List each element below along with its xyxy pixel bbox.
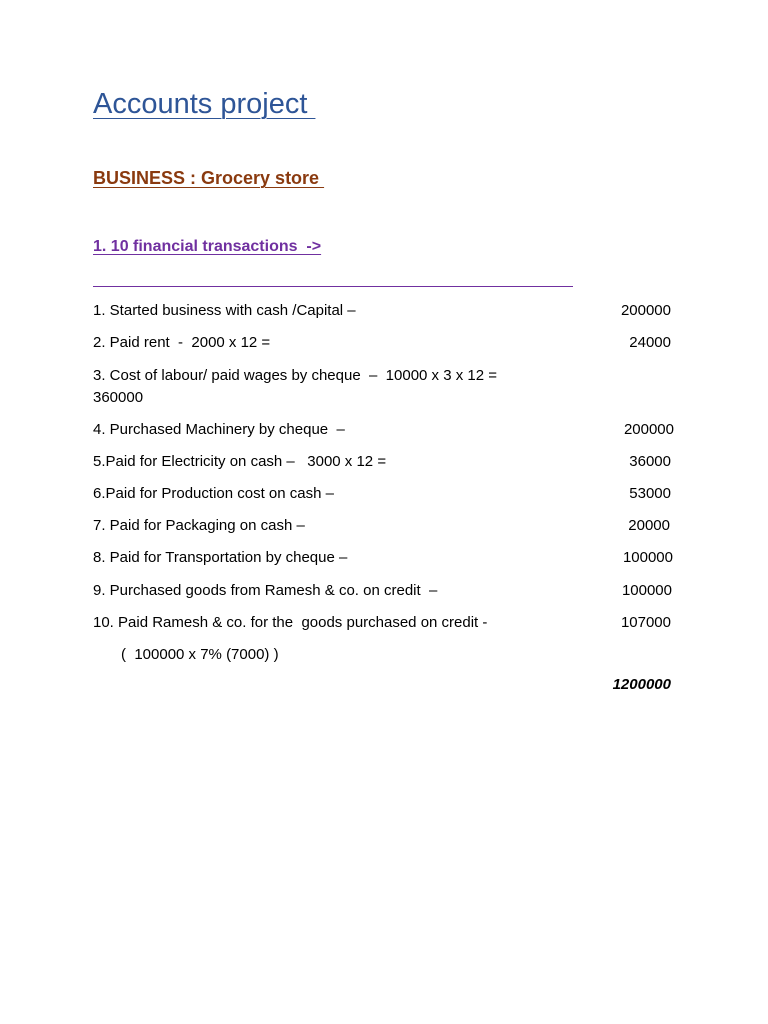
transaction-description: 7. Paid for Packaging on cash –: [93, 517, 305, 534]
transaction-description-continuation: 360000: [93, 389, 144, 406]
transaction-amount: 200000: [620, 302, 671, 319]
transaction-description: 1. Started business with cash /Capital –: [93, 302, 356, 319]
transaction-row: [93, 365, 683, 407]
transaction-description: 8. Paid for Transportation by cheque –: [93, 549, 348, 566]
transaction-amount: 107000: [620, 614, 671, 631]
transaction-amount: 36000: [629, 453, 671, 470]
total-amount: 1200000: [612, 676, 671, 693]
business-heading: BUSINESS : Grocery store: [93, 168, 325, 188]
transaction-description: 10. Paid Ramesh & co. for the goods purchased on credit -: [93, 614, 488, 631]
calculation-note: ( 100000 x 7% (7000) ): [121, 646, 279, 663]
transaction-amount: 200000: [623, 421, 674, 438]
transaction-description: 3. Cost of labour/ paid wages by cheque – 10000 x 3 x 12 =: [93, 367, 498, 384]
transaction-description: 4. Purchased Machinery by cheque –: [93, 421, 345, 438]
divider-line: [93, 286, 573, 287]
transaction-amount: 24000: [629, 334, 671, 351]
section-heading: 1. 10 financial transactions ->: [93, 238, 322, 255]
transaction-description: 2. Paid rent - 2000 x 12 =: [93, 334, 271, 351]
transaction-amount: 100000: [622, 549, 673, 566]
transaction-description: 6.Paid for Production cost on cash –: [93, 485, 334, 502]
transaction-amount: 100000: [621, 582, 672, 599]
transaction-amount: 20000: [628, 517, 670, 534]
transaction-amount: 53000: [629, 485, 671, 502]
document-title: Accounts project: [93, 88, 316, 120]
transaction-description: 5.Paid for Electricity on cash – 3000 x 12 =: [93, 453, 387, 470]
transaction-description: 9. Purchased goods from Ramesh & co. on credit –: [93, 582, 438, 599]
